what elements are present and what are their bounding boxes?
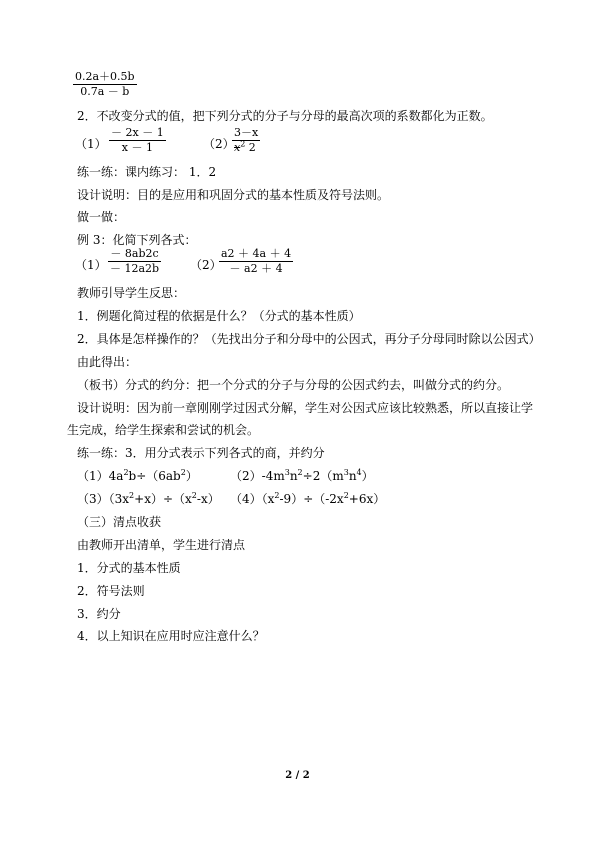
top-fraction-denominator: 0.7a － b xyxy=(80,85,130,98)
question-1: 1．例题化简过程的依据是什么？（分式的基本性质） xyxy=(77,309,361,323)
example3-part1-fraction xyxy=(108,247,161,276)
example3-part2-denominator: － a2 ＋ 4 xyxy=(229,262,283,275)
do-it-heading: 做一做： xyxy=(77,210,126,224)
top-fraction-numerator: 0.2a＋0.5b xyxy=(75,70,135,83)
practice1-line: 练一练：课内练习： 1．2 xyxy=(77,165,217,179)
checklist-item-1: 1．分式的基本性质 xyxy=(77,561,181,575)
task2-part1-denominator: x － 1 xyxy=(121,141,153,154)
example3-part1-denominator: － 12a2b xyxy=(110,262,160,275)
example3-part2-label: （2） xyxy=(190,258,222,272)
section3-heading: （三）清点收获 xyxy=(77,515,162,529)
example3-part1-label: （1） xyxy=(75,258,107,272)
example3-part1-numerator: － 8ab2c xyxy=(108,247,161,262)
task2-part2-numerator: 3－x xyxy=(234,126,259,139)
task2-part1-numerator: － 2x － 1 xyxy=(111,126,164,139)
task2-part2-label: （2） xyxy=(203,137,235,151)
design-note-1: 设计说明：目的是应用和巩固分式的基本性质及符号法则。 xyxy=(77,188,390,202)
design-note-2-line2: 生完成，给学生探索和尝试的机会。 xyxy=(67,423,260,437)
example3-part2-fraction xyxy=(219,247,293,276)
task2-instruction: 2．不改变分式的值，把下列分式的分子与分母的最高次项的系数都化为正数。 xyxy=(77,109,493,123)
practice3-line: 练一练：3．用分式表示下列各式的商，并约分 xyxy=(77,446,325,460)
checklist-item-2: 2．符号法则 xyxy=(77,584,145,598)
practice3-expr1: $(1)4a^2b\div(6ab^2)$ xyxy=(77,468,198,483)
practice3-expr4: $(4)(x^2-9)\div(-2x^2+6x)$ xyxy=(230,491,386,506)
teacher-guide-line: 教师引导学生反思： xyxy=(77,286,186,300)
task2-part1-fraction xyxy=(109,126,166,155)
checklist-intro: 由教师开出清单，学生进行清点 xyxy=(77,538,246,552)
checklist-item-3: 3．约分 xyxy=(77,607,121,621)
task2-part1-label: （1） xyxy=(75,137,107,151)
page-number: 2 / 2 xyxy=(285,770,310,781)
thus-line: 由此得出： xyxy=(77,355,138,369)
example3-heading: 例 3：化简下列各式： xyxy=(77,233,197,247)
practice3-expr2: $(2)-4m^3n^2\div 2(m^3n^4)$ xyxy=(230,468,374,483)
top-fraction xyxy=(73,70,137,99)
design-note-2-line1: 设计说明：因为前一章刚刚学过因式分解，学生对公因式应该比较熟悉，所以直接让学 xyxy=(77,401,534,415)
question-2: 2．具体是怎样操作的？（先找出分子和分母中的公因式，再分子分母同时除以公因式） xyxy=(77,332,541,346)
task2-part2-denominator: $x^2$ 2 xyxy=(234,139,256,154)
practice3-expr3: $(3)(3x^2+x)\div(x^2-x)$ xyxy=(77,491,220,506)
example3-part2-numerator: a2 ＋ 4a ＋ 4 xyxy=(221,247,292,260)
board-definition: （板书）分式的约分：把一个分式的分子与分母的公因式约去，叫做分式的约分。 xyxy=(77,378,510,392)
task2-part2-fraction xyxy=(232,126,260,155)
checklist-item-4: 4．以上知识在应用时应注意什么？ xyxy=(77,629,265,643)
